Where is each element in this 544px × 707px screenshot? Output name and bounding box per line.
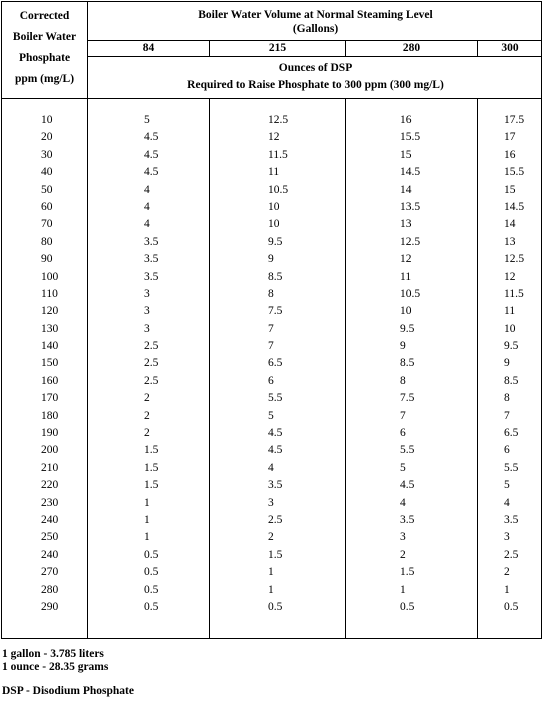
note-gallon: 1 gallon - 3.785 liters (2, 648, 104, 660)
dsp-ounces-cell: 5 (504, 479, 510, 492)
table-row (2, 321, 543, 338)
phosphate-ppm-cell: 20 (41, 131, 53, 144)
dsp-ounces-cell: 4 (144, 218, 150, 231)
dsp-ounces-cell: 3 (268, 496, 274, 509)
dsp-ounces-cell: 11 (268, 166, 280, 179)
dsp-ounces-cell: 4.5 (144, 131, 159, 144)
dsp-ounces-cell: 13.5 (400, 200, 421, 213)
phosphate-ppm-cell: 80 (41, 235, 53, 248)
phosphate-ppm-cell: 100 (41, 270, 59, 283)
table-row (2, 564, 543, 581)
header-rule-3 (2, 98, 542, 99)
row-label-line: Phosphate (18, 52, 71, 64)
ounces-subtitle: Required to Raise Phosphate to 300 ppm (300 mg/L) (187, 79, 444, 91)
dsp-ounces-cell: 10 (268, 200, 280, 213)
dsp-ounces-cell: 1 (268, 583, 274, 596)
dsp-ounces-cell: 2 (144, 427, 150, 440)
footnotes (2, 648, 108, 674)
dsp-ounces-cell: 14.5 (400, 166, 421, 179)
table-row (2, 477, 543, 494)
dsp-ounces-cell: 1.5 (144, 461, 159, 474)
dsp-ounces-cell: 2.5 (504, 548, 519, 561)
ounces-title: Ounces of DSP (278, 62, 353, 74)
dsp-ounces-cell: 4.5 (268, 444, 283, 457)
dsp-ounces-cell: 4 (268, 461, 274, 474)
phosphate-ppm-cell: 50 (41, 183, 53, 196)
table-row (2, 164, 543, 181)
dsp-ounces-cell: 9 (268, 253, 274, 266)
dsp-ounces-cell: 11 (400, 270, 412, 283)
dsp-ounces-cell: 2.5 (144, 340, 159, 353)
table-row (2, 251, 543, 268)
dsp-ounces-cell: 12.5 (504, 253, 525, 266)
dsp-ounces-cell: 3.5 (400, 513, 415, 526)
dsp-ounces-cell: 1.5 (268, 548, 283, 561)
dsp-ounces-cell: 0.5 (504, 600, 519, 613)
table-row (2, 582, 543, 599)
dsp-ounces-cell: 6 (268, 374, 274, 387)
phosphate-ppm-cell: 150 (41, 357, 59, 370)
dsp-ounces-cell: 0.5 (144, 583, 159, 596)
dsp-ounces-cell: 15.5 (504, 166, 525, 179)
dsp-ounces-cell: 10 (268, 218, 280, 231)
table-row (2, 355, 543, 372)
dsp-ounces-cell: 3 (144, 322, 150, 335)
dsp-ounces-cell: 9.5 (504, 340, 519, 353)
table-row (2, 495, 543, 512)
volume-unit: (Gallons) (292, 23, 339, 35)
dsp-ounces-cell: 1 (144, 496, 150, 509)
phosphate-ppm-cell: 280 (41, 583, 59, 596)
note-dsp: DSP - Disodium Phosphate (2, 685, 134, 697)
dsp-ounces-cell: 7.5 (268, 305, 283, 318)
table-row (2, 512, 543, 529)
dsp-ounces-cell: 2 (504, 566, 510, 579)
dsp-ounces-cell: 17.5 (504, 114, 525, 126)
phosphate-ppm-cell: 160 (41, 374, 59, 387)
dsp-ounces-cell: 3 (144, 305, 150, 318)
dsp-ounces-cell: 0.5 (400, 600, 415, 613)
table-row (2, 547, 543, 564)
dsp-ounces-cell: 10 (400, 305, 412, 318)
dsp-ounces-cell: 10.5 (400, 287, 421, 300)
table-row (2, 460, 543, 477)
dsp-ounces-cell: 14 (400, 183, 412, 196)
dsp-ounces-cell: 10 (504, 322, 516, 335)
dsp-ounces-cell: 4.5 (144, 166, 159, 179)
dsp-ounces-cell: 8 (400, 374, 406, 387)
dsp-ounces-cell: 4 (400, 496, 406, 509)
dsp-ounces-cell: 4.5 (144, 148, 159, 161)
phosphate-ppm-cell: 70 (41, 218, 53, 231)
phosphate-ppm-cell: 30 (41, 148, 53, 161)
table-row (2, 303, 543, 320)
dsp-ounces-cell: 7 (504, 409, 510, 422)
dsp-ounces-cell: 1.5 (144, 444, 159, 457)
table-row (2, 199, 543, 216)
dsp-ounces-cell: 7 (400, 409, 406, 422)
dsp-ounces-cell: 9.5 (268, 235, 283, 248)
dsp-ounces-cell: 2 (268, 531, 274, 544)
phosphate-ppm-cell: 240 (41, 513, 59, 526)
dsp-ounces-cell: 8.5 (268, 270, 283, 283)
phosphate-ppm-cell: 170 (41, 392, 59, 405)
dsp-ounces-cell: 0.5 (268, 600, 283, 613)
dsp-ounces-cell: 7 (268, 322, 274, 335)
dsp-ounces-cell: 2.5 (144, 357, 159, 370)
phosphate-ppm-cell: 130 (41, 322, 59, 335)
header-rule-2 (87, 56, 542, 57)
dsp-ounces-cell: 1 (400, 583, 406, 596)
dsp-ounces-cell: 12 (400, 253, 412, 266)
phosphate-ppm-cell: 140 (41, 340, 59, 353)
dsp-ounces-cell: 9 (400, 340, 406, 353)
table-row (2, 425, 543, 442)
table-row (2, 269, 543, 286)
dsp-ounces-cell: 14 (504, 218, 516, 231)
dsp-ounces-cell: 2 (400, 548, 406, 561)
phosphate-ppm-cell: 90 (41, 253, 53, 266)
dsp-ounces-cell: 4.5 (400, 479, 415, 492)
phosphate-ppm-cell: 290 (41, 600, 59, 613)
dsp-ounces-cell: 3.5 (144, 270, 159, 283)
table-row (2, 147, 543, 164)
ounces-header (88, 60, 543, 94)
dsp-ounces-cell: 0.5 (144, 566, 159, 579)
dsp-dosage-table (1, 1, 542, 639)
dsp-ounces-cell: 0.5 (144, 600, 159, 613)
phosphate-ppm-cell: 250 (41, 531, 59, 544)
dsp-ounces-cell: 12.5 (268, 114, 289, 126)
dsp-ounces-cell: 4 (144, 183, 150, 196)
row-label-line: ppm (mg/L) (14, 73, 75, 85)
dsp-ounces-cell: 3.5 (144, 235, 159, 248)
dsp-ounces-cell: 10.5 (268, 183, 289, 196)
dsp-ounces-cell: 15 (400, 148, 412, 161)
dsp-ounces-cell: 16 (504, 148, 516, 161)
phosphate-ppm-cell: 210 (41, 461, 59, 474)
phosphate-ppm-cell: 60 (41, 200, 53, 213)
dsp-ounces-cell: 1.5 (400, 566, 415, 579)
phosphate-ppm-cell: 180 (41, 409, 59, 422)
table-row (2, 529, 543, 546)
phosphate-ppm-cell: 230 (41, 496, 59, 509)
dsp-ounces-cell: 11 (504, 305, 516, 318)
row-label-line: Corrected (19, 10, 70, 22)
phosphate-ppm-cell: 190 (41, 427, 59, 440)
dsp-ounces-cell: 16 (400, 114, 412, 126)
dsp-ounces-cell: 1 (144, 531, 150, 544)
phosphate-ppm-cell: 240 (41, 548, 59, 561)
table-row (2, 234, 543, 251)
dsp-ounces-cell: 3 (400, 531, 406, 544)
dsp-ounces-cell: 12.5 (400, 235, 421, 248)
table-row (2, 442, 543, 459)
table-row (2, 286, 543, 303)
table-row (2, 112, 543, 129)
dsp-ounces-cell: 2 (144, 392, 150, 405)
dsp-ounces-cell: 12 (268, 131, 280, 144)
phosphate-ppm-cell: 10 (41, 114, 53, 126)
dsp-ounces-cell: 1 (504, 583, 510, 596)
dsp-ounces-cell: 8.5 (504, 374, 519, 387)
dsp-ounces-cell: 6 (504, 444, 510, 457)
dsp-ounces-cell: 15 (504, 183, 516, 196)
dsp-ounces-cell: 5.5 (400, 444, 415, 457)
volume-title: Boiler Water Volume at Normal Steaming Level (198, 9, 433, 21)
row-label-header (2, 6, 87, 90)
phosphate-ppm-cell: 270 (41, 566, 59, 579)
table-row (2, 129, 543, 146)
dsp-ounces-cell: 13 (400, 218, 412, 231)
table-row (2, 216, 543, 233)
dsp-ounces-cell: 7 (268, 340, 274, 353)
dsp-ounces-cell: 4.5 (268, 427, 283, 440)
dsp-ounces-cell: 6 (400, 427, 406, 440)
dsp-ounces-cell: 8 (504, 392, 510, 405)
dsp-ounces-cell: 17 (504, 131, 516, 144)
dsp-ounces-cell: 2.5 (144, 374, 159, 387)
dsp-ounces-cell: 5.5 (268, 392, 283, 405)
table-row (2, 182, 543, 199)
table-row (2, 390, 543, 407)
phosphate-ppm-cell: 200 (41, 444, 59, 457)
table-body (2, 112, 543, 616)
dsp-ounces-cell: 5 (400, 461, 406, 474)
dsp-ounces-cell: 11.5 (504, 287, 524, 300)
dsp-ounces-cell: 6.5 (268, 357, 283, 370)
dsp-ounces-cell: 12 (504, 270, 516, 283)
volume-header (88, 8, 543, 36)
table-row (2, 338, 543, 355)
dsp-ounces-cell: 6.5 (504, 427, 519, 440)
dsp-ounces-cell: 2.5 (268, 513, 283, 526)
dsp-ounces-cell: 5 (268, 409, 274, 422)
dsp-ounces-cell: 8.5 (400, 357, 415, 370)
dsp-ounces-cell: 3.5 (504, 513, 519, 526)
note-ounce: 1 ounce - 28.35 grams (2, 661, 109, 673)
dsp-ounces-cell: 1 (268, 566, 274, 579)
dsp-ounces-cell: 0.5 (144, 548, 159, 561)
phosphate-ppm-cell: 220 (41, 479, 59, 492)
dsp-ounces-cell: 4 (504, 496, 510, 509)
dsp-ounces-cell: 1 (144, 513, 150, 526)
dsp-ounces-cell: 8 (268, 287, 274, 300)
row-label-line: Boiler Water (12, 31, 77, 43)
dsp-ounces-cell: 3.5 (268, 479, 283, 492)
dsp-ounces-cell: 14.5 (504, 200, 525, 213)
dsp-ounces-cell: 9 (504, 357, 510, 370)
dsp-ounces-cell: 3 (504, 531, 510, 544)
dsp-ounces-cell: 13 (504, 235, 516, 248)
dsp-ounces-cell: 5 (144, 114, 150, 126)
col-header-215: 215 (268, 42, 287, 54)
dsp-ounces-cell: 5.5 (504, 461, 519, 474)
dsp-ounces-cell: 3.5 (144, 253, 159, 266)
table-row (2, 599, 543, 616)
dsp-ounces-cell: 3 (144, 287, 150, 300)
dsp-ounces-cell: 4 (144, 200, 150, 213)
phosphate-ppm-cell: 40 (41, 166, 53, 179)
table-row (2, 373, 543, 390)
col-header-300: 300 (501, 42, 519, 54)
dsp-ounces-cell: 1.5 (144, 479, 159, 492)
dsp-ounces-cell: 9.5 (400, 322, 415, 335)
table-row (2, 408, 543, 425)
dsp-ounces-cell: 15.5 (400, 131, 421, 144)
dsp-ounces-cell: 11.5 (268, 148, 288, 161)
col-header-280: 280 (402, 42, 421, 54)
dsp-ounces-cell: 7.5 (400, 392, 415, 405)
col-header-84: 84 (142, 42, 155, 54)
phosphate-ppm-cell: 110 (41, 287, 58, 300)
dsp-ounces-cell: 2 (144, 409, 150, 422)
phosphate-ppm-cell: 120 (41, 305, 59, 318)
